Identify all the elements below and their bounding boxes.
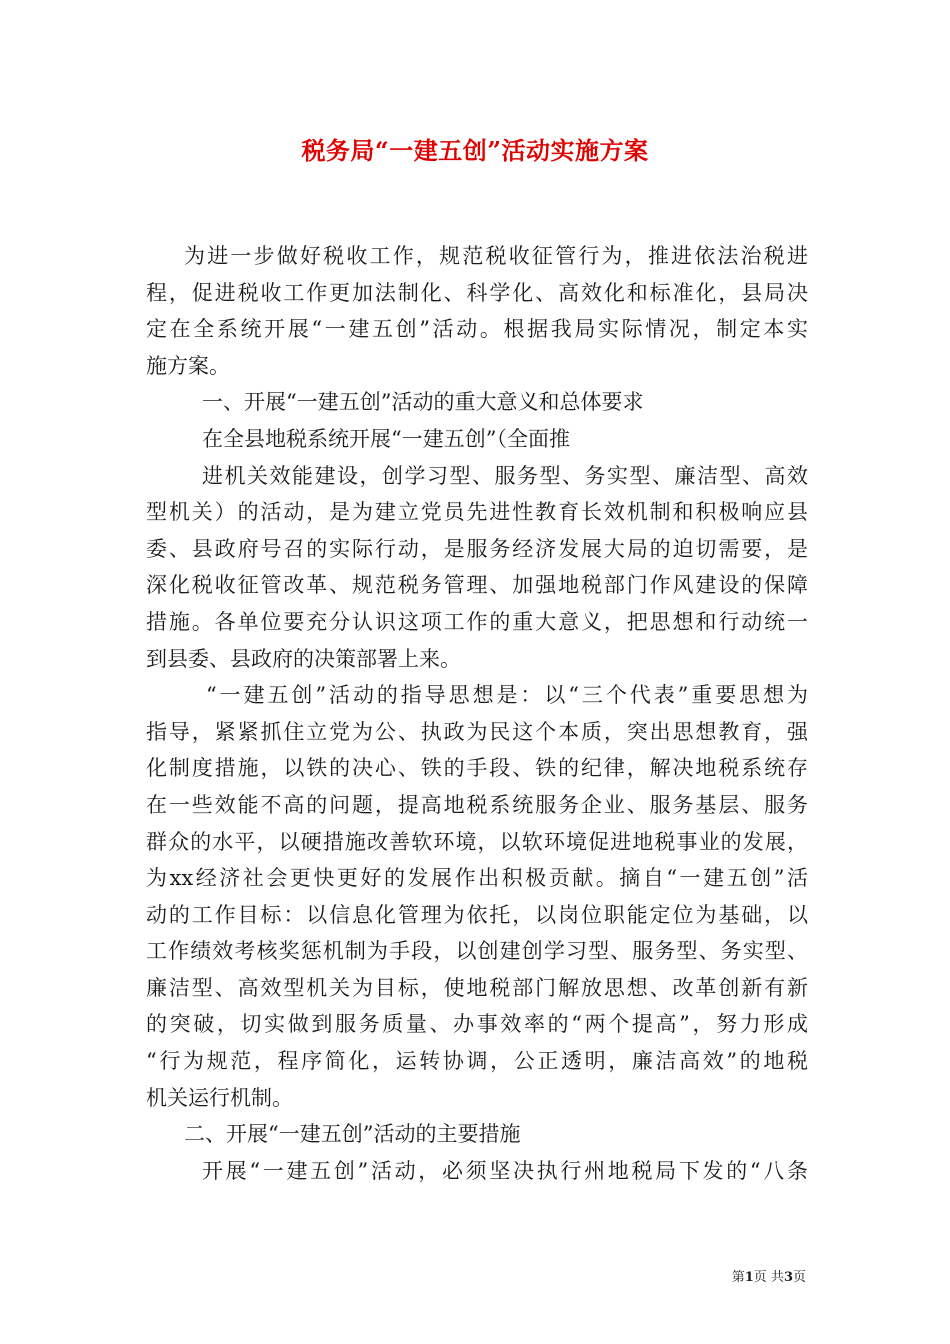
body-line: 工作绩效考核奖惩机制为手段，以创建创学习型、服务型、务实型、 [146, 939, 808, 964]
body-line: 动的工作目标：以信息化管理为依托，以岗位职能定位为基础，以 [146, 902, 808, 927]
body-line: 程，促进税收工作更加法制化、科学化、高效化和标准化，县局决 [146, 280, 808, 305]
body-line: 进机关效能建设，创学习型、服务型、务实型、廉洁型、高效 [202, 463, 808, 488]
page-footer [732, 1266, 806, 1285]
section-heading-1: 一、开展“一建五创”活动的重大意义和总体要求 [202, 390, 644, 415]
body-line: “行为规范，程序简化，运转协调，公正透明，廉洁高效”的地税 [146, 1049, 808, 1074]
body-line: 指导，紧紧抓住立党为公、执政为民这个本质，突出思想教育，强 [146, 719, 808, 744]
body-line: 措施。各单位要充分认识这项工作的重大意义，把思想和行动统一 [146, 609, 808, 634]
body-line: 到县委、县政府的决策部署上来。 [146, 646, 461, 671]
body-line: 深化税收征管改革、规范税务管理、加强地税部门作风建设的保障 [146, 573, 808, 598]
document-body [146, 238, 808, 1189]
body-line: 机关运行机制。 [146, 1085, 293, 1110]
footer-total-pages: 3 [783, 1270, 793, 1285]
body-line: 为进一步做好税收工作，规范税收征管行为，推进依法治税进 [184, 244, 808, 268]
body-line: 为xx经济社会更快更好的发展作出积极贡献。摘自“一建五创”活 [146, 866, 808, 891]
footer-prefix: 第 [731, 1270, 745, 1285]
body-line: 群众的水平，以硬措施改善软环境，以软环境促进地税事业的发展， [146, 829, 808, 854]
document-title: 税务局“一建五创”活动实施方案 [301, 136, 649, 165]
footer-suffix: 页 [792, 1270, 806, 1285]
body-line: “一建五创”活动的指导思想是：以“三个代表”重要思想为 [206, 683, 808, 708]
body-line: 委、县政府号召的实际行动，是服务经济发展大局的迫切需要，是 [146, 536, 808, 561]
body-line: 化制度措施，以铁的决心、铁的手段、铁的纪律，解决地税系统存 [146, 756, 808, 781]
body-line: 在全县地税系统开展“一建五创”（全面推 [202, 426, 570, 451]
footer-page-number: 1 [744, 1270, 754, 1285]
body-line: 开展“一建五创”活动，必须坚决执行州地税局下发的“八条 [202, 1158, 808, 1183]
body-line: 的突破，切实做到服务质量、办事效率的“两个提高”，努力形成 [146, 1012, 808, 1037]
body-line: 施方案。 [146, 353, 230, 378]
body-line: 在一些效能不高的问题，提高地税系统服务企业、服务基层、服务 [146, 792, 808, 817]
body-line: 定在全系统开展“一建五创”活动。根据我局实际情况，制定本实 [146, 317, 808, 342]
section-heading-2: 二、开展“一建五创”活动的主要措施 [184, 1122, 521, 1147]
body-line: 廉洁型、高效型机关为目标，使地税部门解放思想、改革创新有新 [146, 975, 808, 1000]
footer-middle: 页 共 [753, 1270, 784, 1285]
body-line: 型机关）的活动，是为建立党员先进性教育长效机制和积极响应县 [146, 500, 808, 525]
